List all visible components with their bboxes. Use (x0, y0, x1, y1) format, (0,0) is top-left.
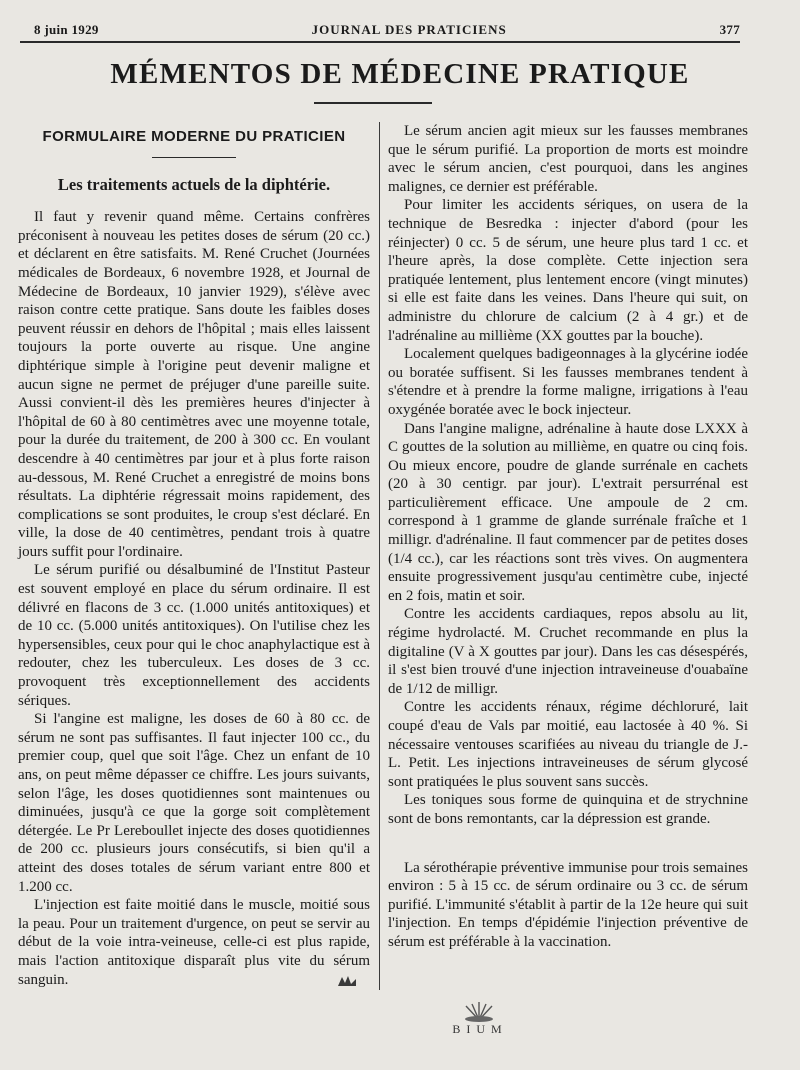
right-paragraph-5: Contre les accidents cardiaques, repos absolu au lit, régime hydrolacté. M. Cruchet recommande en plus la digitaline (V à X gouttes par jour). Dans les cas désespérés, il s'est bien trouvé d'une injection intraveineuse d'ouabaïne de 1/12 de milligr. (388, 606, 748, 697)
running-header (20, 14, 740, 43)
formulaire-heading: FORMULAIRE MODERNE DU PRATICIEN (42, 128, 346, 145)
right-paragraph-3: Localement quelques badigeonnages à la glycérine iodée ou boratée suffisent. Si les fausses membranes tendent à s'étendre et à prendre la forme maligne, irrigations à l'eau oxygénée boratée avec le bock injecteur. (388, 346, 748, 418)
right-paragraph-4: Dans l'angine maligne, adrénaline à haute dose LXXX à C gouttes de la solution au millième, en quatre ou cinq fois. Ou mieux encore, poudre de glande surrénale en cachets (20 à 30 centigr. par jour). L'extrait persurrénal est particulièrement efficace. Une ampoule de 2 cm. correspond à 1 gramme de glande surrénale fraîche et 1 milligr. d'adrénaline. Il faut commencer par de petites doses (1/4 cc.), car les réactions sont très vives. On augmentera ensuite progressivement jusqu'au centimètre cube, injecté en 2 fois, matin et soir. (388, 420, 748, 604)
library-logo-text: BIUM (452, 1022, 508, 1036)
page-number: 377 (719, 22, 740, 37)
right-column (388, 122, 748, 952)
right-paragraph-1: Le sérum ancien agit mieux sur les fausses membranes que le sérum purifié. La proportion de morts est moindre avec le sérum ancien, c'est pourquoi, dans les angines malignes, ce dernier est préférable. (388, 123, 748, 195)
heading-rule (152, 157, 236, 158)
issue-date: 8 juin 1929 (34, 22, 99, 37)
right-paragraph-2: Pour limiter les accidents sériques, on usera de la technique de Besredka : injecter d'abord (pour les réinjecter) 0 cc. 5 de sérum, une heure plus tard 1 cc. et l'heure après, la dose complète. Cette injection sera pratiquée lentement, plus lentement encore (vingt minutes) si elle est faite dans les veines. Dans l'heure qui suit, on administre du chlorure de calcium (2 à 4 gr.) et de l'adrénaline au millième (XX gouttes par la bouche). (388, 197, 748, 344)
left-column (18, 122, 370, 989)
article-subtitle: Les traitements actuels de la diphtérie. (57, 174, 331, 194)
left-paragraph-1: Il faut y revenir quand même. Certains confrères préconisent à nouveau les petites doses de sérum (20 cc.) et déclarent en être satisfaits. M. René Cruchet (Journées médicales de Bordeaux, 6 novembre 1928, et Journal de Médecine de Bordeaux, 10 janvier 1929), s'élève avec raison contre cette pratique. Sans doute les faibles doses peuvent réussir en dehors de l'hôpital ; mais elles laissent toujours la porte ouverte au risque. Une angine diphtérique simple à l'origine peut devenir maligne et aucun signe ne permet de préjuger d'une pareille suite. Aussi convient-il dès les premières heures d'injecter à l'hôpital de 60 à 80 centimètres avec une moyenne totale, pour la durée du traitement, de 200 à 300 cc. En voulant descendre à 40 centimètres par jour et à plus forte raison au-dessous, M. René Cruchet a enregistré de moins bons résultats. La diphtérie régressait moins rapidement, des complications se sont produites, le croup s'est déclaré. En ville, la dose de 40 centimètres, pendant trois à quatre jours suffit pour l'ordinaire. (18, 209, 370, 560)
journal-title: JOURNAL DES PRATICIENS (311, 22, 507, 37)
left-paragraph-3: Si l'angine est maligne, les doses de 60 à 80 cc. de sérum ne sont pas suffisantes. Il faut injecter 100 cc., du premier coup, quel que soit l'âge. Chez un enfant de 10 ans, on peut même dépasser ce chiffre. Les jours suivants, selon l'âge, les doses quotidiennes sont maintenues ou diminuées, jusqu'à ce que la gorge soit complètement détergée. Le Pr Lereboullet injecte des doses quotidiennes de 200 cc. plusieurs jours consécutifs, si bien qu'il a atteint des doses totales de sérum variant entre 800 et 1.200 cc. (18, 711, 370, 895)
paragraph-spacer (388, 829, 748, 859)
left-paragraph-2: Le sérum purifié ou désalbuminé de l'Institut Pasteur est souvent employé en place du sérum ordinaire. Il est délivré en flacons de 3 cc. (1.000 unités antitoxiques) et de 10 cc. (5.000 unités antitoxiques). On l'utilise chez les hypersensibles, ceux pour qui le choc anaphylactique est à redouter, chez les tuberculeux. Les doses de 3 cc. provoquent très exceptionnellement des accidents sériques. (18, 562, 370, 709)
section-title: MÉMENTOS DE MÉDECINE PRATIQUE (110, 58, 690, 90)
section-title-rule (314, 102, 432, 104)
right-paragraph-7: Les toniques sous forme de quinquina et de strychnine sont de bons remontants, car la dépression est grande. (388, 792, 748, 827)
right-paragraph-6: Contre les accidents rénaux, régime déchloruré, lait coupé d'eau de Vals par moitié, eau lactosée à 40 %. Si nécessaire ventouses scarifiées au niveau du triangle de J.-L. Petit. Les injections intraveineuses de sérum glycosé sont pratiquées le plus souvent sans succès. (388, 699, 748, 790)
column-divider (379, 122, 380, 990)
left-paragraph-4: L'injection est faite moitié dans le muscle, moitié sous la peau. Pour un traitement d'urgence, on peut se servir au début de la voie intra-veineuse, celle-ci est plus rapide, mais l'action antitoxique disparaît plus vite du sérum sanguin. (18, 897, 370, 988)
printer-mark-icon (336, 974, 358, 988)
right-final-paragraph: La sérothérapie préventive immunise pour trois semaines environ : 5 à 15 cc. de sérum ordinaire ou 3 cc. de sérum purifié. L'immunité s'établit à partir de la 12e heure qui suit l'injection. En temps d'épidémie l'injection préventive de sérum est préférable à la vaccination. (388, 859, 748, 950)
